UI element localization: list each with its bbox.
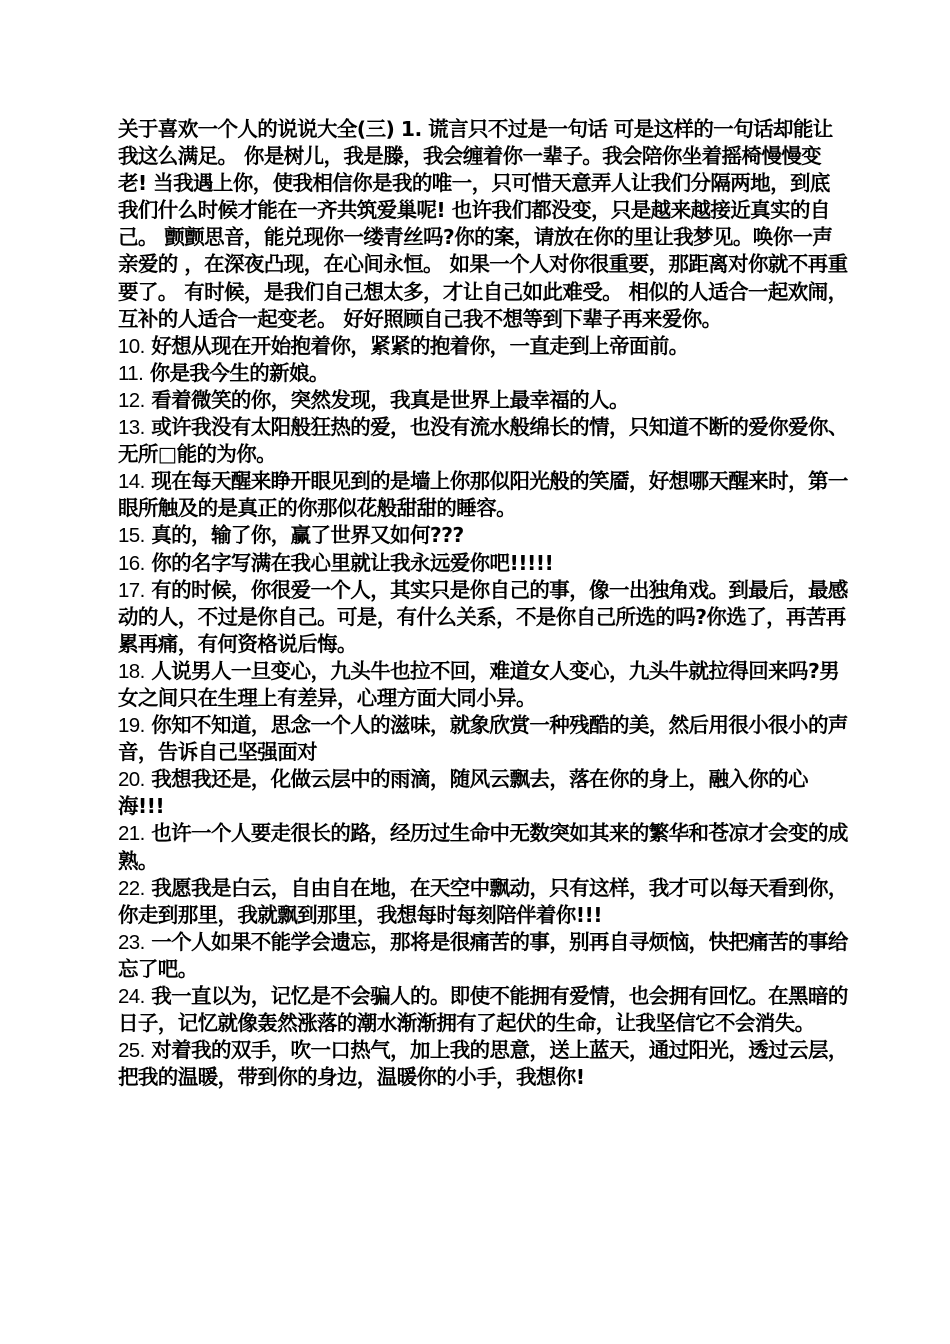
item-number: 15.: [118, 524, 145, 548]
item-text: 一个人如果不能学会遗忘，那将是很痛苦的事，别再自寻烦恼，快把痛苦的事给忘了吧。: [118, 929, 848, 981]
list-item-22: [118, 875, 848, 929]
list-item-18: [118, 658, 848, 712]
list-item-11: [118, 360, 848, 387]
list-item-10: [118, 333, 848, 360]
item-number: 12.: [118, 388, 145, 412]
item-number: 25.: [118, 1039, 145, 1063]
item-number: 18.: [118, 659, 145, 683]
list-item-21: [118, 820, 848, 874]
item-text: 有的时候，你很爱一个人，其实只是你自己的事，像一出独角戏。到最后，最感动的人，不过是你自己。可是，有什么关系，不是你自己所选的吗?你选了，再苦再累再痛，有何资格说后悔。: [118, 577, 848, 656]
item-text: 你是我今生的新娘。: [149, 360, 329, 385]
item-text: 好想从现在开始抱着你，紧紧的抱着你，一直走到上帝面前。: [151, 333, 689, 358]
item-text: 对着我的双手，吹一口热气，加上我的思意，送上蓝天，通过阳光，透过云层，把我的温暖，带到你的身边，温暖你的小手，我想你!: [118, 1038, 848, 1090]
list-item-20: [118, 766, 848, 820]
item-number: 19.: [118, 714, 145, 738]
item-number: 10.: [118, 334, 145, 358]
item-number: 22.: [118, 876, 145, 900]
item-text: 看着微笑的你，突然发现，我真是世界上最幸福的人。: [151, 387, 629, 412]
item-number: 14.: [118, 470, 145, 494]
item-text: 你知不知道，思念一个人的滋味，就象欣赏一种残酷的美，然后用很小很小的声音，告诉自己坚强面对: [118, 713, 848, 765]
item-text: 真的，输了你，赢了世界又如何???: [151, 523, 464, 548]
item-number: 11.: [118, 361, 144, 385]
item-number: 23.: [118, 930, 145, 954]
intro-paragraph: 关于喜欢一个人的说说大全(三) 1. 谎言只不过是一句话 可是这样的一句话却能让我这么满足。 你是树儿，我是滕，我会缠着你一辈子。我会陪你坐着摇椅慢慢变老! 当我遇上你，使我相信你是我的唯一，只可惜天意弄人让我们分隔两地，到底我们什么时候才能在一齐共筑爱巢呢! 也许我们都没变，只是越来越接近真实的自己。 颤颤思音，能兑现你一缕青丝吗?你的案，请放在你的里让我梦见。唤你一声 亲爱的 ，在深夜凸现，在心间永恒。 如果一个人对你很重要，那距离对你就不再重要了。 有时候，是我们自己想太多，才让自己如此难受。 相似的人适合一起欢闹，互补的人适合一起变老。 好好照顾自己我不想等到下辈子再来爱你。: [118, 117, 848, 331]
list-item-16: [118, 550, 848, 577]
list-item-17: [118, 577, 848, 658]
list-item-12: [118, 387, 848, 414]
item-number: 13.: [118, 416, 145, 440]
item-text: 我一直以为，记忆是不会骗人的。即使不能拥有爱情，也会拥有回忆。在黑暗的日子，记忆就像轰然涨落的潮水渐渐拥有了起伏的生命，让我坚信它不会消失。: [118, 984, 848, 1036]
item-number: 16.: [118, 551, 145, 575]
item-text: 我愿我是白云，自由自在地，在天空中飘动，只有这样，我才可以每天看到你，你走到那里，我就飘到那里，我想每时每刻陪伴着你!!!: [118, 875, 848, 927]
item-number: 17.: [118, 578, 145, 602]
item-text: 现在每天醒来睁开眼见到的是墙上你那似阳光般的笑靥，好想哪天醒来时，第一眼所触及的是真正的你那似花般甜甜的睡容。: [118, 469, 848, 521]
item-text: 人说男人一旦变心，九头牛也拉不回，难道女人变心，九头牛就拉得回来吗?男女之间只在生理上有差异，心理方面大同小异。: [118, 658, 840, 710]
list-item-14: [118, 468, 848, 522]
item-number: 21.: [118, 822, 145, 846]
list-item-25: [118, 1037, 848, 1091]
list-item-13: [118, 414, 848, 468]
item-text: 或许我没有太阳般狂热的爱，也没有流水般绵长的情，只知道不断的爱你爱你、无所□能的为你。: [118, 415, 848, 467]
list-item-15: [118, 522, 848, 549]
item-number: 24.: [118, 985, 145, 1008]
item-number: 20.: [118, 768, 145, 792]
item-text: 你的名字写满在我心里就让我永远爱你吧!!!!!: [151, 550, 554, 575]
document-body: [118, 116, 848, 1091]
list-item-24: [118, 983, 848, 1037]
item-text: 也许一个人要走很长的路，经历过生命中无数突如其来的繁华和苍凉才会变的成熟。: [118, 821, 848, 873]
list-item-19: [118, 712, 848, 766]
list-item-23: [118, 929, 848, 983]
item-text: 我想我还是，化做云层中的雨滴，随风云飘去，落在你的身上，融入你的心海!!!: [118, 767, 808, 819]
